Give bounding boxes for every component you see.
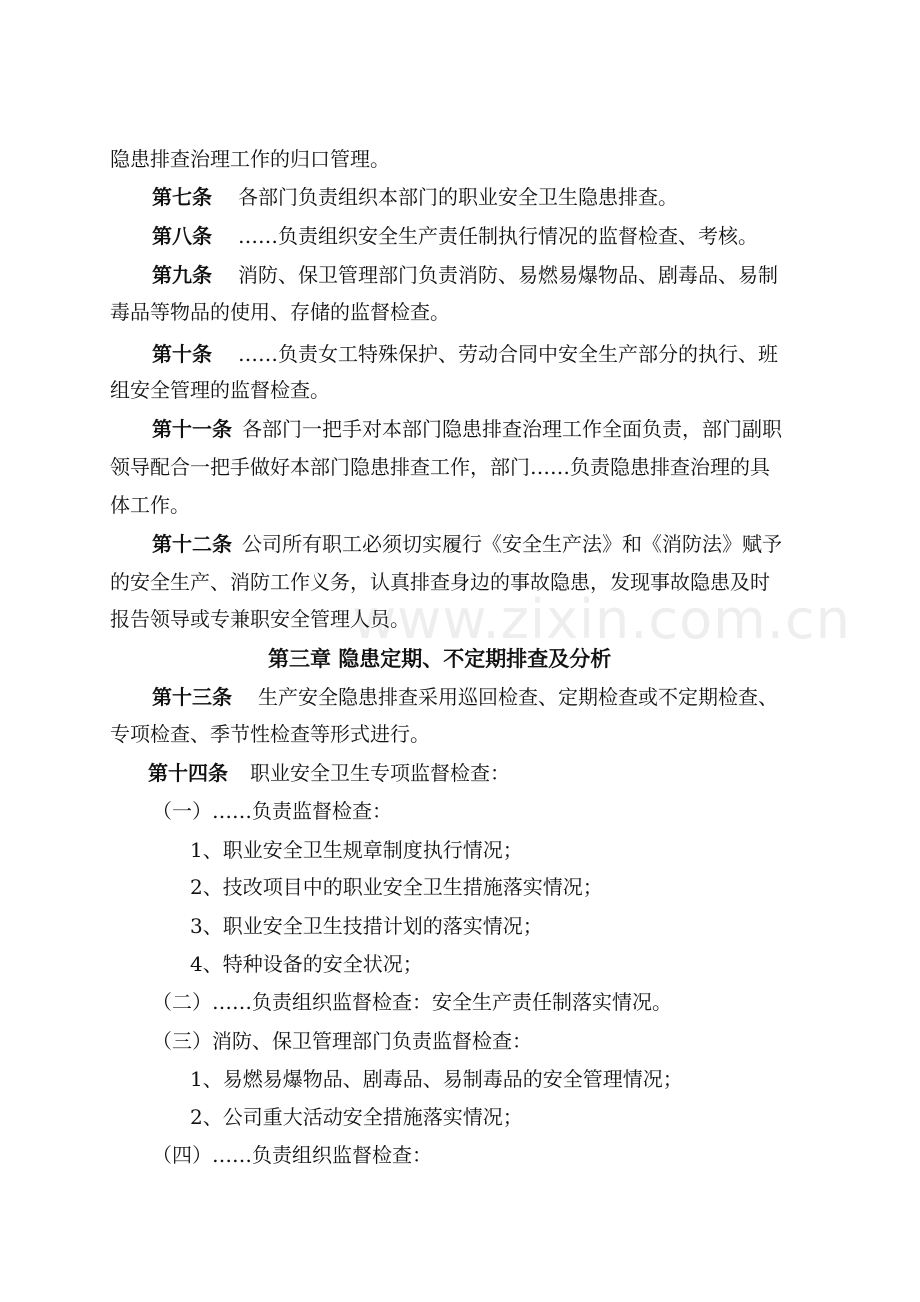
line-text: 1、职业安全卫生规章制度执行情况； (190, 838, 523, 862)
article-text: 各部门负责组织本部门的职业安全卫生隐患排查。 (238, 185, 678, 209)
article-text: 职业安全卫生专项监督检查： (250, 761, 510, 785)
article-10 (152, 341, 778, 367)
line-text: 2、公司重大活动安全措施落实情况； (190, 1105, 523, 1129)
line-text: 毒品等物品的使用、存储的监督检查。 (110, 300, 450, 324)
line-text: 体工作。 (110, 493, 190, 517)
article-label: 第七条 (152, 185, 212, 209)
line-text: 专项检查、季节性检查等形式进行。 (110, 722, 430, 746)
article-text: ……负责女工特殊保护、劳动合同中安全生产部分的执行、班 (238, 342, 778, 366)
list-item (152, 1028, 532, 1054)
list-item (190, 951, 423, 977)
list-item (190, 1066, 683, 1092)
chapter-heading: 第三章 隐患定期、不定期排查及分析 (268, 647, 612, 671)
line-text: 领导配合一把手做好本部门隐患排查工作，部门……负责隐患排查治理的具 (110, 455, 770, 479)
line-text: 4、特种设备的安全状况； (190, 952, 423, 976)
article-label: 第十条 (152, 342, 212, 366)
line-text: 2、技改项目中的职业安全卫生措施落实情况； (190, 875, 603, 899)
list-item (190, 874, 603, 900)
list-item (190, 1104, 523, 1130)
list-item (152, 798, 392, 824)
paragraph-line (110, 454, 770, 480)
list-item (152, 1142, 432, 1168)
article-text: ……负责组织安全生产责任制执行情况的监督检查、考核。 (238, 224, 758, 248)
article-label: 第十三条 (152, 685, 232, 709)
line-text: 报告领导或专兼职安全管理人员。 (110, 607, 410, 631)
list-item (190, 837, 523, 863)
article-12 (152, 531, 782, 557)
paragraph-line (110, 606, 410, 632)
article-label: 第九条 (152, 263, 212, 287)
article-label: 第十一条 (152, 417, 232, 441)
paragraph-line (110, 146, 390, 172)
article-text: 各部门一把手对本部门隐患排查治理工作全面负责，部门副职 (242, 417, 782, 441)
line-text: 3、职业安全卫生技措计划的落实情况； (190, 914, 543, 938)
article-label: 第十四条 (148, 761, 228, 785)
paragraph-line (110, 377, 330, 403)
article-text: 消防、保卫管理部门负责消防、易燃易爆物品、剧毒品、易制 (238, 263, 778, 287)
watermark: www.zixin.com.cn (352, 588, 851, 651)
article-8 (152, 223, 758, 249)
list-item (190, 913, 543, 939)
article-label: 第十二条 (152, 532, 232, 556)
article-14 (148, 760, 510, 786)
article-text: 公司所有职工必须切实履行《安全生产法》和《消防法》赋予 (242, 532, 782, 556)
line-text: 隐患排查治理工作的归口管理。 (110, 147, 390, 171)
line-text: （二）……负责组织监督检查：安全生产责任制落实情况。 (152, 990, 672, 1014)
article-13 (152, 684, 778, 710)
paragraph-line (110, 492, 190, 518)
line-text: （三）消防、保卫管理部门负责监督检查： (152, 1029, 532, 1053)
article-11 (152, 416, 782, 442)
list-item (152, 989, 672, 1015)
line-text: 组安全管理的监督检查。 (110, 378, 330, 402)
line-text: （一）……负责监督检查： (152, 799, 392, 823)
article-9 (152, 262, 778, 288)
article-7 (152, 184, 678, 210)
paragraph-line (110, 721, 430, 747)
paragraph-line (110, 569, 770, 595)
paragraph-line (110, 299, 450, 325)
article-label: 第八条 (152, 224, 212, 248)
line-text: （四）……负责组织监督检查： (152, 1143, 432, 1167)
line-text: 的安全生产、消防工作义务，认真排查身边的事故隐患，发现事故隐患及时 (110, 570, 770, 594)
line-text: 1、易燃易爆物品、剧毒品、易制毒品的安全管理情况； (190, 1067, 683, 1091)
article-text: 生产安全隐患排查采用巡回检查、定期检查或不定期检查、 (258, 685, 778, 709)
